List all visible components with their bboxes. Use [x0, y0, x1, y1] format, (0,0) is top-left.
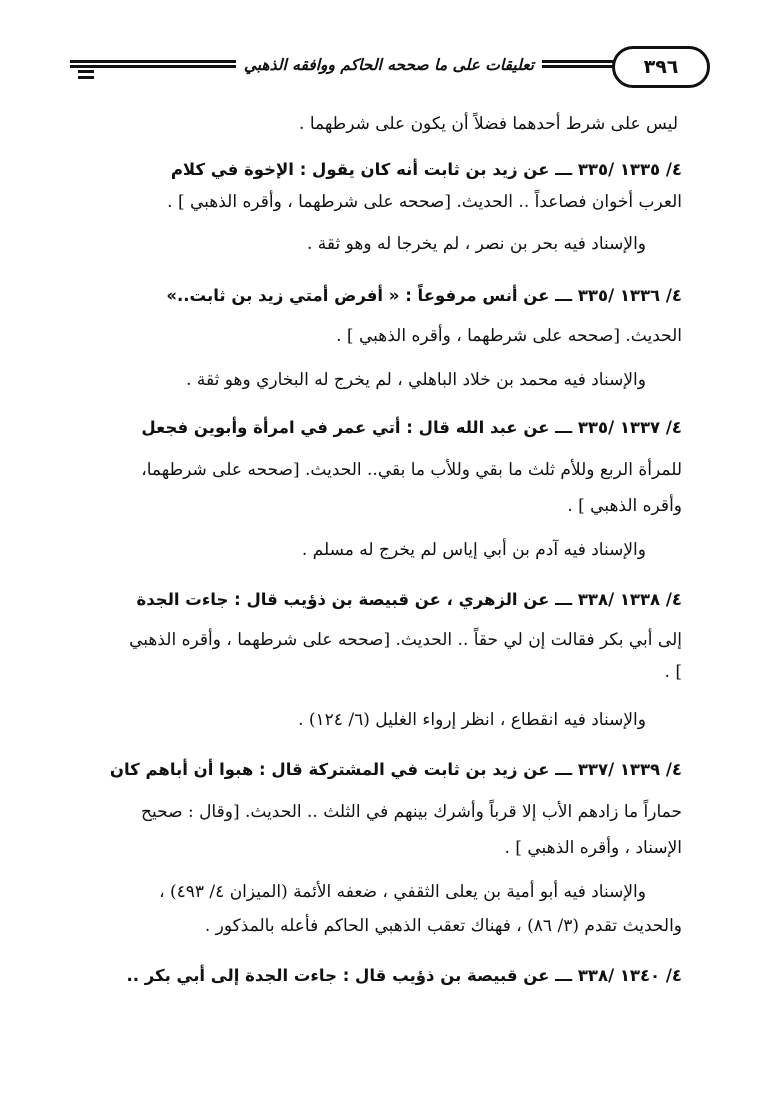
text-line: للمرأة الربع وللأم ثلث ما بقي وللأب ما بقي.. الحديث. [صححه على شرطهما، [141, 460, 682, 480]
entry-line: ٤/ ١٣٤٠ /٣٣٨ ـــ عن قبيصة بن ذؤيب قال : جاءت الجدة إلى أبي بكر .. [126, 966, 682, 985]
entry-line: ٤/ ١٣٣٦ /٣٣٥ ـــ عن أنس مرفوعاً : « أفرض أمتي زيد بن ثابت..» [166, 286, 682, 305]
text-line: إلى أبي بكر فقالت إن لي حقاً .. الحديث. [صححه على شرطهما ، وأقره الذهبي [129, 630, 682, 650]
header-left-mark-bottom [78, 76, 94, 79]
running-title: تعليقات على ما صححه الحاكم ووافقه الذهبي [236, 56, 542, 74]
text-line: والحديث تقدم (٣/ ٨٦) ، فهناك تعقب الذهبي الحاكم فأعله بالمذكور . [204, 916, 682, 936]
entry-line: ٤/ ١٣٣٨ /٣٣٨ ـــ عن الزهري ، عن قبيصة بن ذؤيب قال : جاءت الجدة [136, 590, 682, 609]
text-line: حماراً ما زادهم الأب إلا قرباً وأشرك بينهم في الثلث .. الحديث. [وقال : صحيح [141, 802, 682, 822]
text-line: وأقره الذهبي ] . [567, 496, 682, 516]
note-line: والإسناد فيه أبو أمية بن يعلى الثقفي ، ضعفه الأئمة (الميزان ٤/ ٤٩٣) ، [159, 882, 646, 902]
header-left-mark-top [78, 70, 94, 73]
entry-line: ٤/ ١٣٣٩ /٣٣٧ ـــ عن زيد بن ثابت في المشتركة قال : هبوا أن أباهم كان [109, 760, 682, 779]
note-line: والإسناد فيه آدم بن أبي إياس لم يخرج له مسلم . [301, 540, 646, 560]
entry-line: ٤/ ١٣٣٥ /٣٣٥ ـــ عن زيد بن ثابت أنه كان يقول : الإخوة في كلام [170, 160, 682, 179]
note-line: والإسناد فيه بحر بن نصر ، لم يخرجا له وهو ثقة . [306, 234, 646, 254]
text-line: الإسناد ، وأقره الذهبي ] . [504, 838, 682, 858]
text-line: العرب أخوان فصاعداً .. الحديث. [صححه على شرطهما ، وأقره الذهبي ] . [167, 192, 682, 212]
text-line: ليس على شرط أحدهما فضلاً أن يكون على شرطهما . [299, 114, 678, 134]
page-number: ٣٩٦ [612, 46, 710, 88]
text-line: ] . [664, 662, 682, 682]
entry-line: ٤/ ١٣٣٧ /٣٣٥ ـــ عن عبد الله قال : أتي عمر في امرأة وأبوين فجعل [141, 418, 682, 437]
note-line: والإسناد فيه محمد بن خلاد الباهلي ، لم يخرج له البخاري وهو ثقة . [186, 370, 646, 390]
page-header [70, 42, 710, 92]
text-line: الحديث. [صححه على شرطهما ، وأقره الذهبي ] . [336, 326, 682, 346]
note-line: والإسناد فيه انقطاع ، انظر إرواء الغليل (٦/ ١٢٤) . [298, 710, 646, 730]
